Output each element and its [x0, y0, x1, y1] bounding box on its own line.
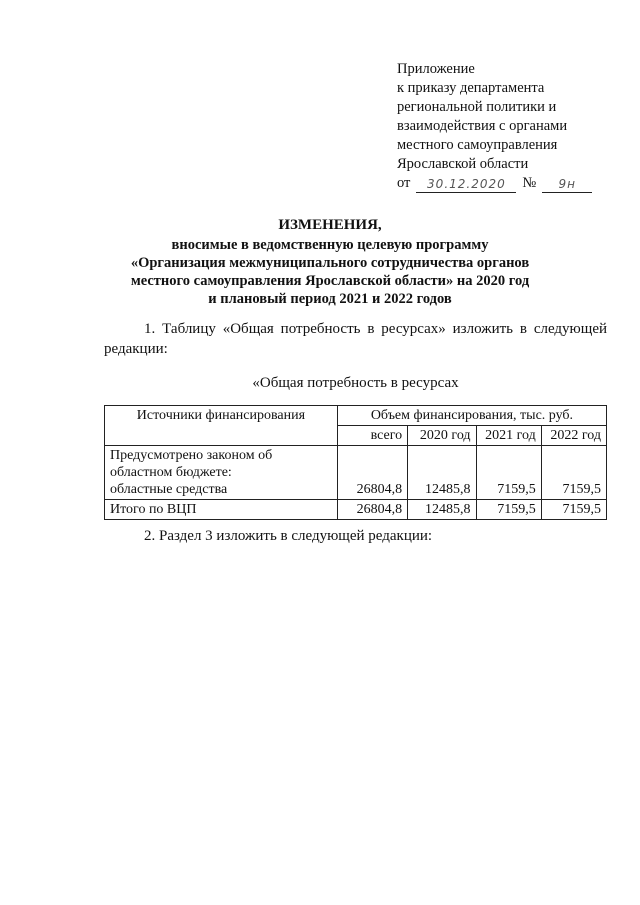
subheader-2022: 2022 год	[541, 426, 606, 446]
header-volume: Объем финансирования, тыс. руб.	[337, 406, 606, 426]
appendix-line: к приказу департамента	[397, 80, 545, 96]
appendix-line: взаимодействия с органами	[397, 118, 568, 134]
row-label: Итого по ВЦП	[105, 500, 338, 520]
heading-title: ИЗМЕНЕНИЯ,	[278, 217, 382, 233]
table-caption: «Общая потребность в ресурсах	[252, 375, 459, 391]
header-source: Источники финансирования	[105, 406, 338, 446]
cell-total: 26804,8	[337, 446, 407, 500]
paragraph-1-line-1	[104, 320, 607, 339]
heading-line: «Организация межмуниципального сотрудничества органов	[130, 255, 530, 271]
paragraph-1-text: 1. Таблицу «Общая потребность в ресурсах» изложить в следующей	[144, 321, 607, 337]
paragraph-1-line-2: редакции:	[104, 341, 168, 357]
subheader-total: всего	[337, 426, 407, 446]
resources-table	[104, 405, 607, 520]
cell-2020: 12485,8	[408, 500, 476, 520]
cell-total: 26804,8	[337, 500, 407, 520]
heading-line: местного самоуправления Ярославской области» на 2020 год	[130, 273, 530, 289]
cell-2021: 7159,5	[476, 500, 541, 520]
appendix-line: местного самоуправления	[397, 137, 558, 153]
cell-2020: 12485,8	[408, 446, 476, 500]
subheader-2020: 2020 год	[408, 426, 476, 446]
appendix-block	[397, 60, 617, 193]
heading-line: и плановый период 2021 и 2022 годов	[208, 291, 452, 307]
handwritten-number: 9н	[542, 176, 592, 193]
date-number-row	[397, 174, 617, 193]
table-row	[105, 500, 607, 520]
subheader-2021: 2021 год	[476, 426, 541, 446]
row-label-line: Предусмотрено законом об	[110, 448, 273, 463]
document-heading	[60, 216, 600, 308]
heading-line: вносимые в ведомственную целевую программу	[171, 237, 489, 253]
appendix-line: Ярославской области	[397, 156, 529, 172]
appendix-line: Приложение	[397, 61, 475, 77]
number-sign: №	[522, 175, 537, 191]
row-label-line: областные средства	[110, 482, 228, 497]
row-label	[105, 446, 338, 500]
cell-2021: 7159,5	[476, 446, 541, 500]
handwritten-date: 30.12.2020	[416, 176, 516, 193]
row-label-line: областном бюджете:	[110, 465, 232, 480]
date-prefix: от	[397, 175, 411, 191]
table-header-row	[105, 406, 607, 426]
cell-2022: 7159,5	[541, 446, 606, 500]
cell-2022: 7159,5	[541, 500, 606, 520]
table-row	[105, 446, 607, 500]
appendix-line: региональной политики и	[397, 99, 557, 115]
paragraph-2: 2. Раздел 3 изложить в следующей редакции:	[144, 528, 433, 544]
